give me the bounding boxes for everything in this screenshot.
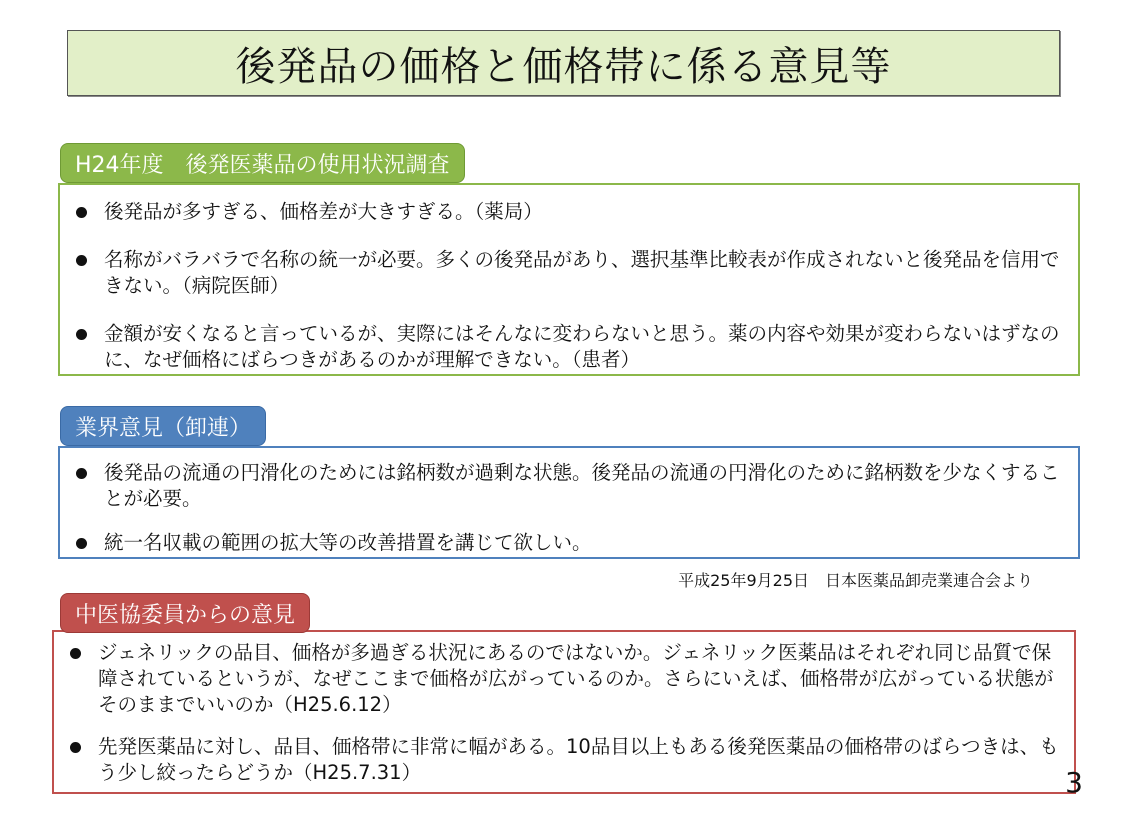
section-panel-committee [52, 630, 1076, 794]
section-label: H24年度 後発医薬品の使用状況調査 [75, 152, 450, 178]
section-panel-industry [58, 446, 1080, 559]
source-note: 平成25年9月25日 日本医薬品卸売業連合会より [678, 571, 1033, 590]
slide-title: 後発品の価格と価格帯に係る意見等 [235, 43, 892, 90]
bullet-list [60, 460, 1064, 556]
bullet-item: 名称がバラバラで名称の統一が必要。多くの後発品があり、選択基準比較表が作成されないと後発品を信用できない。（病院医師） [60, 247, 1064, 299]
bullet-list [54, 640, 1060, 786]
bullet-item: ジェネリックの品目、価格が多過ぎる状況にあるのではないか。ジェネリック医薬品はそれぞれ同じ品質で保障されているというが、なぜここまで価格が広がっているのか。さらにいえば、価格帯が広がっている状態がそのままでいいのか（H25.6.12） [54, 640, 1060, 718]
section-label: 業界意見（卸連） [75, 415, 252, 441]
section-tag-survey [60, 143, 465, 183]
section-panel-survey [58, 183, 1080, 376]
page-number: 3 [1065, 766, 1083, 799]
bullet-item: 後発品の流通の円滑化のためには銘柄数が過剰な状態。後発品の流通の円滑化のために銘柄数を少なくすることが必要。 [60, 460, 1064, 512]
section-label: 中医協委員からの意見 [75, 602, 296, 628]
bullet-item: 先発医薬品に対し、品目、価格帯に非常に幅がある。10品目以上もある後発医薬品の価格帯のばらつきは、もう少し絞ったらどうか（H25.7.31） [54, 734, 1060, 786]
bullet-item: 金額が安くなると言っているが、実際にはそんなに変わらないと思う。薬の内容や効果が変わらないはずなのに、なぜ価格にばらつきがあるのかが理解できない。（患者） [60, 321, 1064, 373]
section-tag-industry [60, 406, 266, 446]
section-tag-committee [60, 593, 310, 633]
bullet-item: 後発品が多すぎる、価格差が大きすぎる。（薬局） [60, 199, 1064, 225]
title-banner [67, 30, 1060, 96]
bullet-item: 統一名収載の範囲の拡大等の改善措置を講じて欲しい。 [60, 530, 1064, 556]
bullet-list [60, 199, 1064, 373]
